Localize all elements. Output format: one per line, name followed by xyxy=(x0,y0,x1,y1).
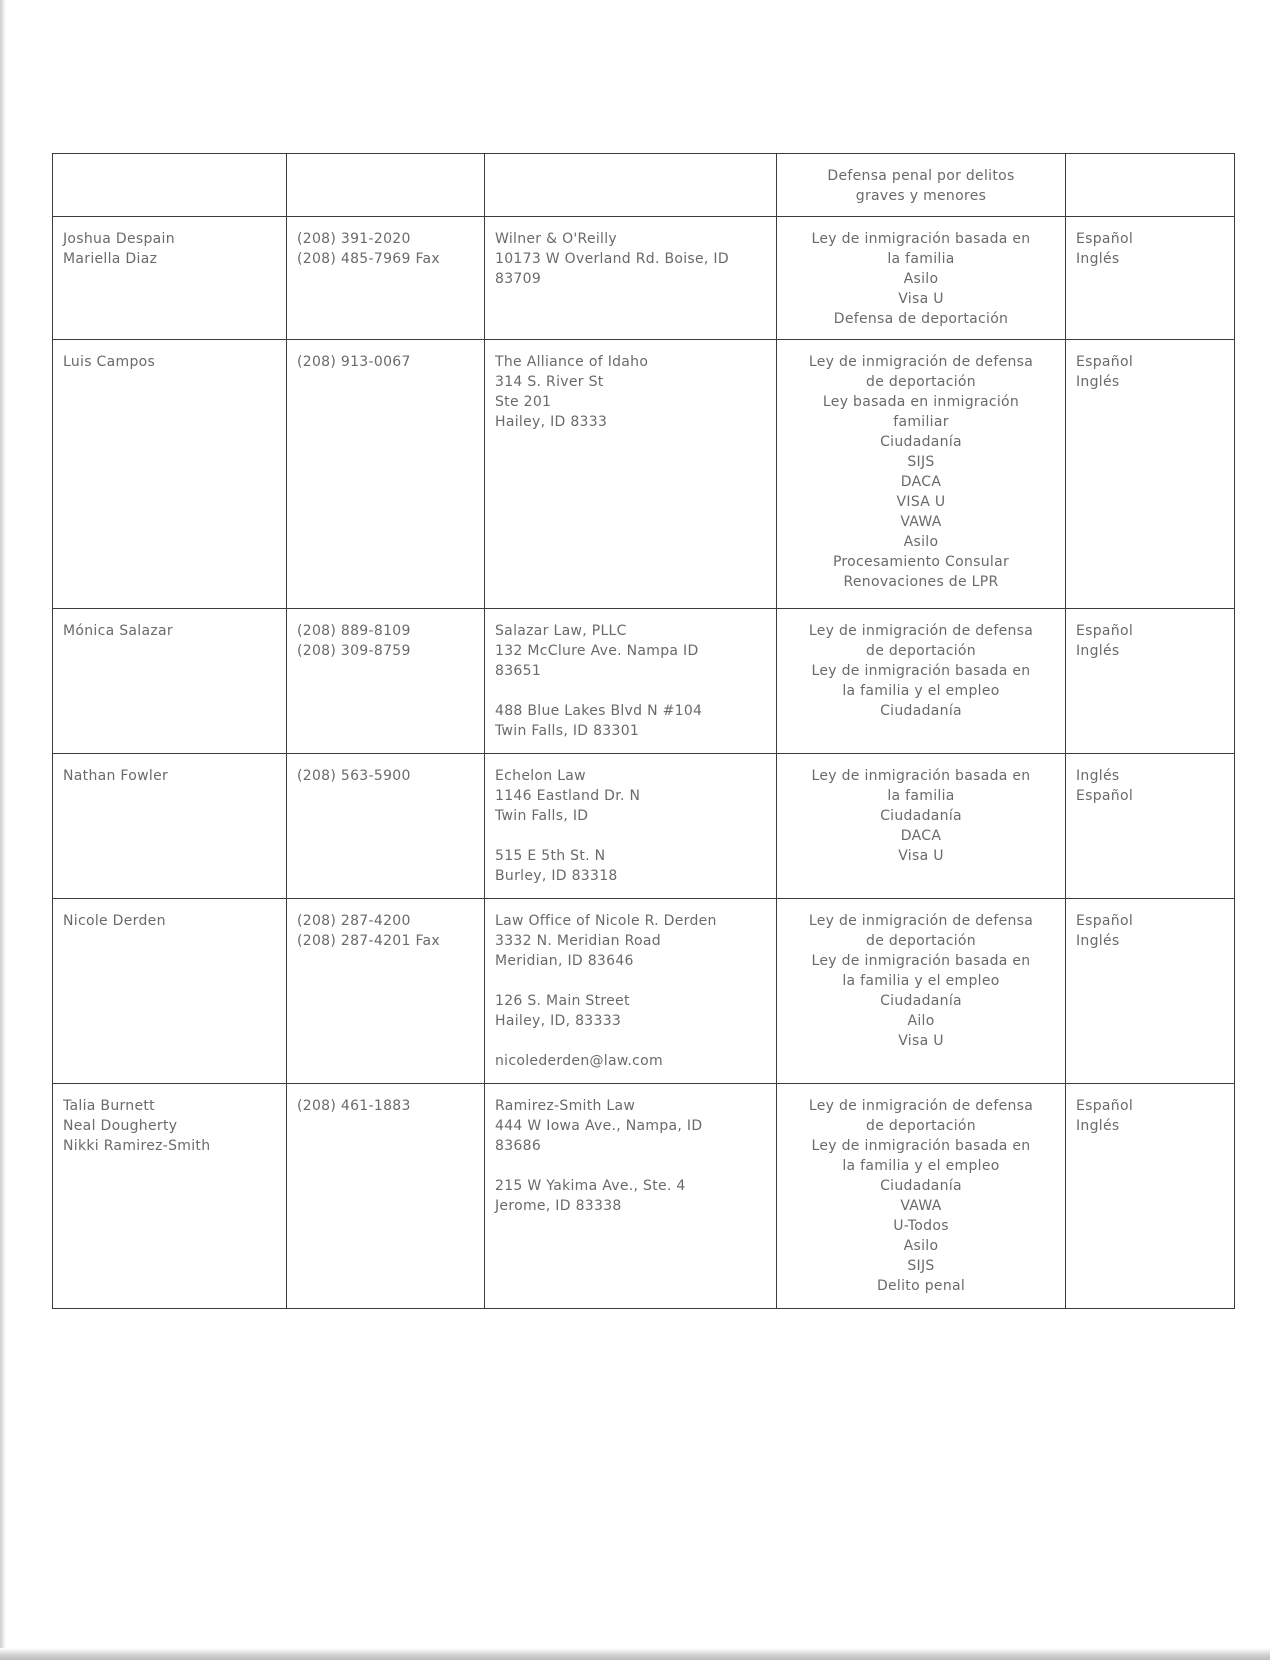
table-row xyxy=(53,609,1235,754)
services-cell: Ley de inmigración basada en la familia Ciudadanía DACA Visa U xyxy=(777,754,1066,899)
services-cell: Ley de inmigración basada en la familia Asilo Visa U Defensa de deportación xyxy=(777,217,1066,340)
address-cell: Salazar Law, PLLC 132 McClure Ave. Nampa ID 83651 488 Blue Lakes Blvd N #104 Twin Falls, ID 83301 xyxy=(485,609,777,754)
address-cell: Law Office of Nicole R. Derden 3332 N. Meridian Road Meridian, ID 83646 126 S. Main Street Hailey, ID, 83333 nicolederden@law.com xyxy=(485,899,777,1084)
services-cell: Ley de inmigración de defensa de deportación Ley basada en inmigración familiar Ciudadanía SIJS DACA VISA U VAWA Asilo Procesamiento Consular Renovaciones de LPR xyxy=(777,340,1066,609)
phone-cell: (208) 287-4200 (208) 287-4201 Fax xyxy=(287,899,485,1084)
phone-cell xyxy=(287,154,485,217)
attorney-name-cell xyxy=(53,154,287,217)
attorney-name-cell: Luis Campos xyxy=(53,340,287,609)
attorney-name-cell: Mónica Salazar xyxy=(53,609,287,754)
scan-left-edge xyxy=(0,0,6,1660)
table-row xyxy=(53,217,1235,340)
services-cell: Defensa penal por delitos graves y menores xyxy=(777,154,1066,217)
phone-cell: (208) 461-1883 xyxy=(287,1084,485,1309)
attorney-name-cell: Joshua Despain Mariella Diaz xyxy=(53,217,287,340)
table-row xyxy=(53,340,1235,609)
languages-cell: Español Inglés xyxy=(1066,217,1235,340)
services-cell: Ley de inmigración de defensa de deportación Ley de inmigración basada en la familia y el empleo Ciudadanía VAWA U-Todos Asilo SIJS Delito penal xyxy=(777,1084,1066,1309)
languages-cell xyxy=(1066,154,1235,217)
address-cell xyxy=(485,154,777,217)
table-row xyxy=(53,754,1235,899)
phone-cell: (208) 913-0067 xyxy=(287,340,485,609)
attorney-name-cell: Nathan Fowler xyxy=(53,754,287,899)
phone-cell: (208) 563-5900 xyxy=(287,754,485,899)
services-cell: Ley de inmigración de defensa de deportación Ley de inmigración basada en la familia y el empleo Ciudadanía xyxy=(777,609,1066,754)
table-row xyxy=(53,1084,1235,1309)
services-cell: Ley de inmigración de defensa de deportación Ley de inmigración basada en la familia y el empleo Ciudadanía Ailo Visa U xyxy=(777,899,1066,1084)
address-cell: Ramirez-Smith Law 444 W Iowa Ave., Nampa, ID 83686 215 W Yakima Ave., Ste. 4 Jerome, ID 83338 xyxy=(485,1084,777,1309)
phone-cell: (208) 391-2020 (208) 485-7969 Fax xyxy=(287,217,485,340)
attorney-directory-table xyxy=(52,153,1235,1309)
address-cell: Wilner & O'Reilly 10173 W Overland Rd. Boise, ID 83709 xyxy=(485,217,777,340)
languages-cell: Inglés Español xyxy=(1066,754,1235,899)
languages-cell: Español Inglés xyxy=(1066,1084,1235,1309)
languages-cell: Español Inglés xyxy=(1066,899,1235,1084)
table-row xyxy=(53,154,1235,217)
languages-cell: Español Inglés xyxy=(1066,340,1235,609)
attorney-name-cell: Talia Burnett Neal Dougherty Nikki Ramirez-Smith xyxy=(53,1084,287,1309)
table-row xyxy=(53,899,1235,1084)
languages-cell: Español Inglés xyxy=(1066,609,1235,754)
address-cell: Echelon Law 1146 Eastland Dr. N Twin Falls, ID 515 E 5th St. N Burley, ID 83318 xyxy=(485,754,777,899)
scan-bottom-edge xyxy=(0,1648,1270,1660)
address-cell: The Alliance of Idaho 314 S. River St Ste 201 Hailey, ID 8333 xyxy=(485,340,777,609)
phone-cell: (208) 889-8109 (208) 309-8759 xyxy=(287,609,485,754)
attorney-name-cell: Nicole Derden xyxy=(53,899,287,1084)
